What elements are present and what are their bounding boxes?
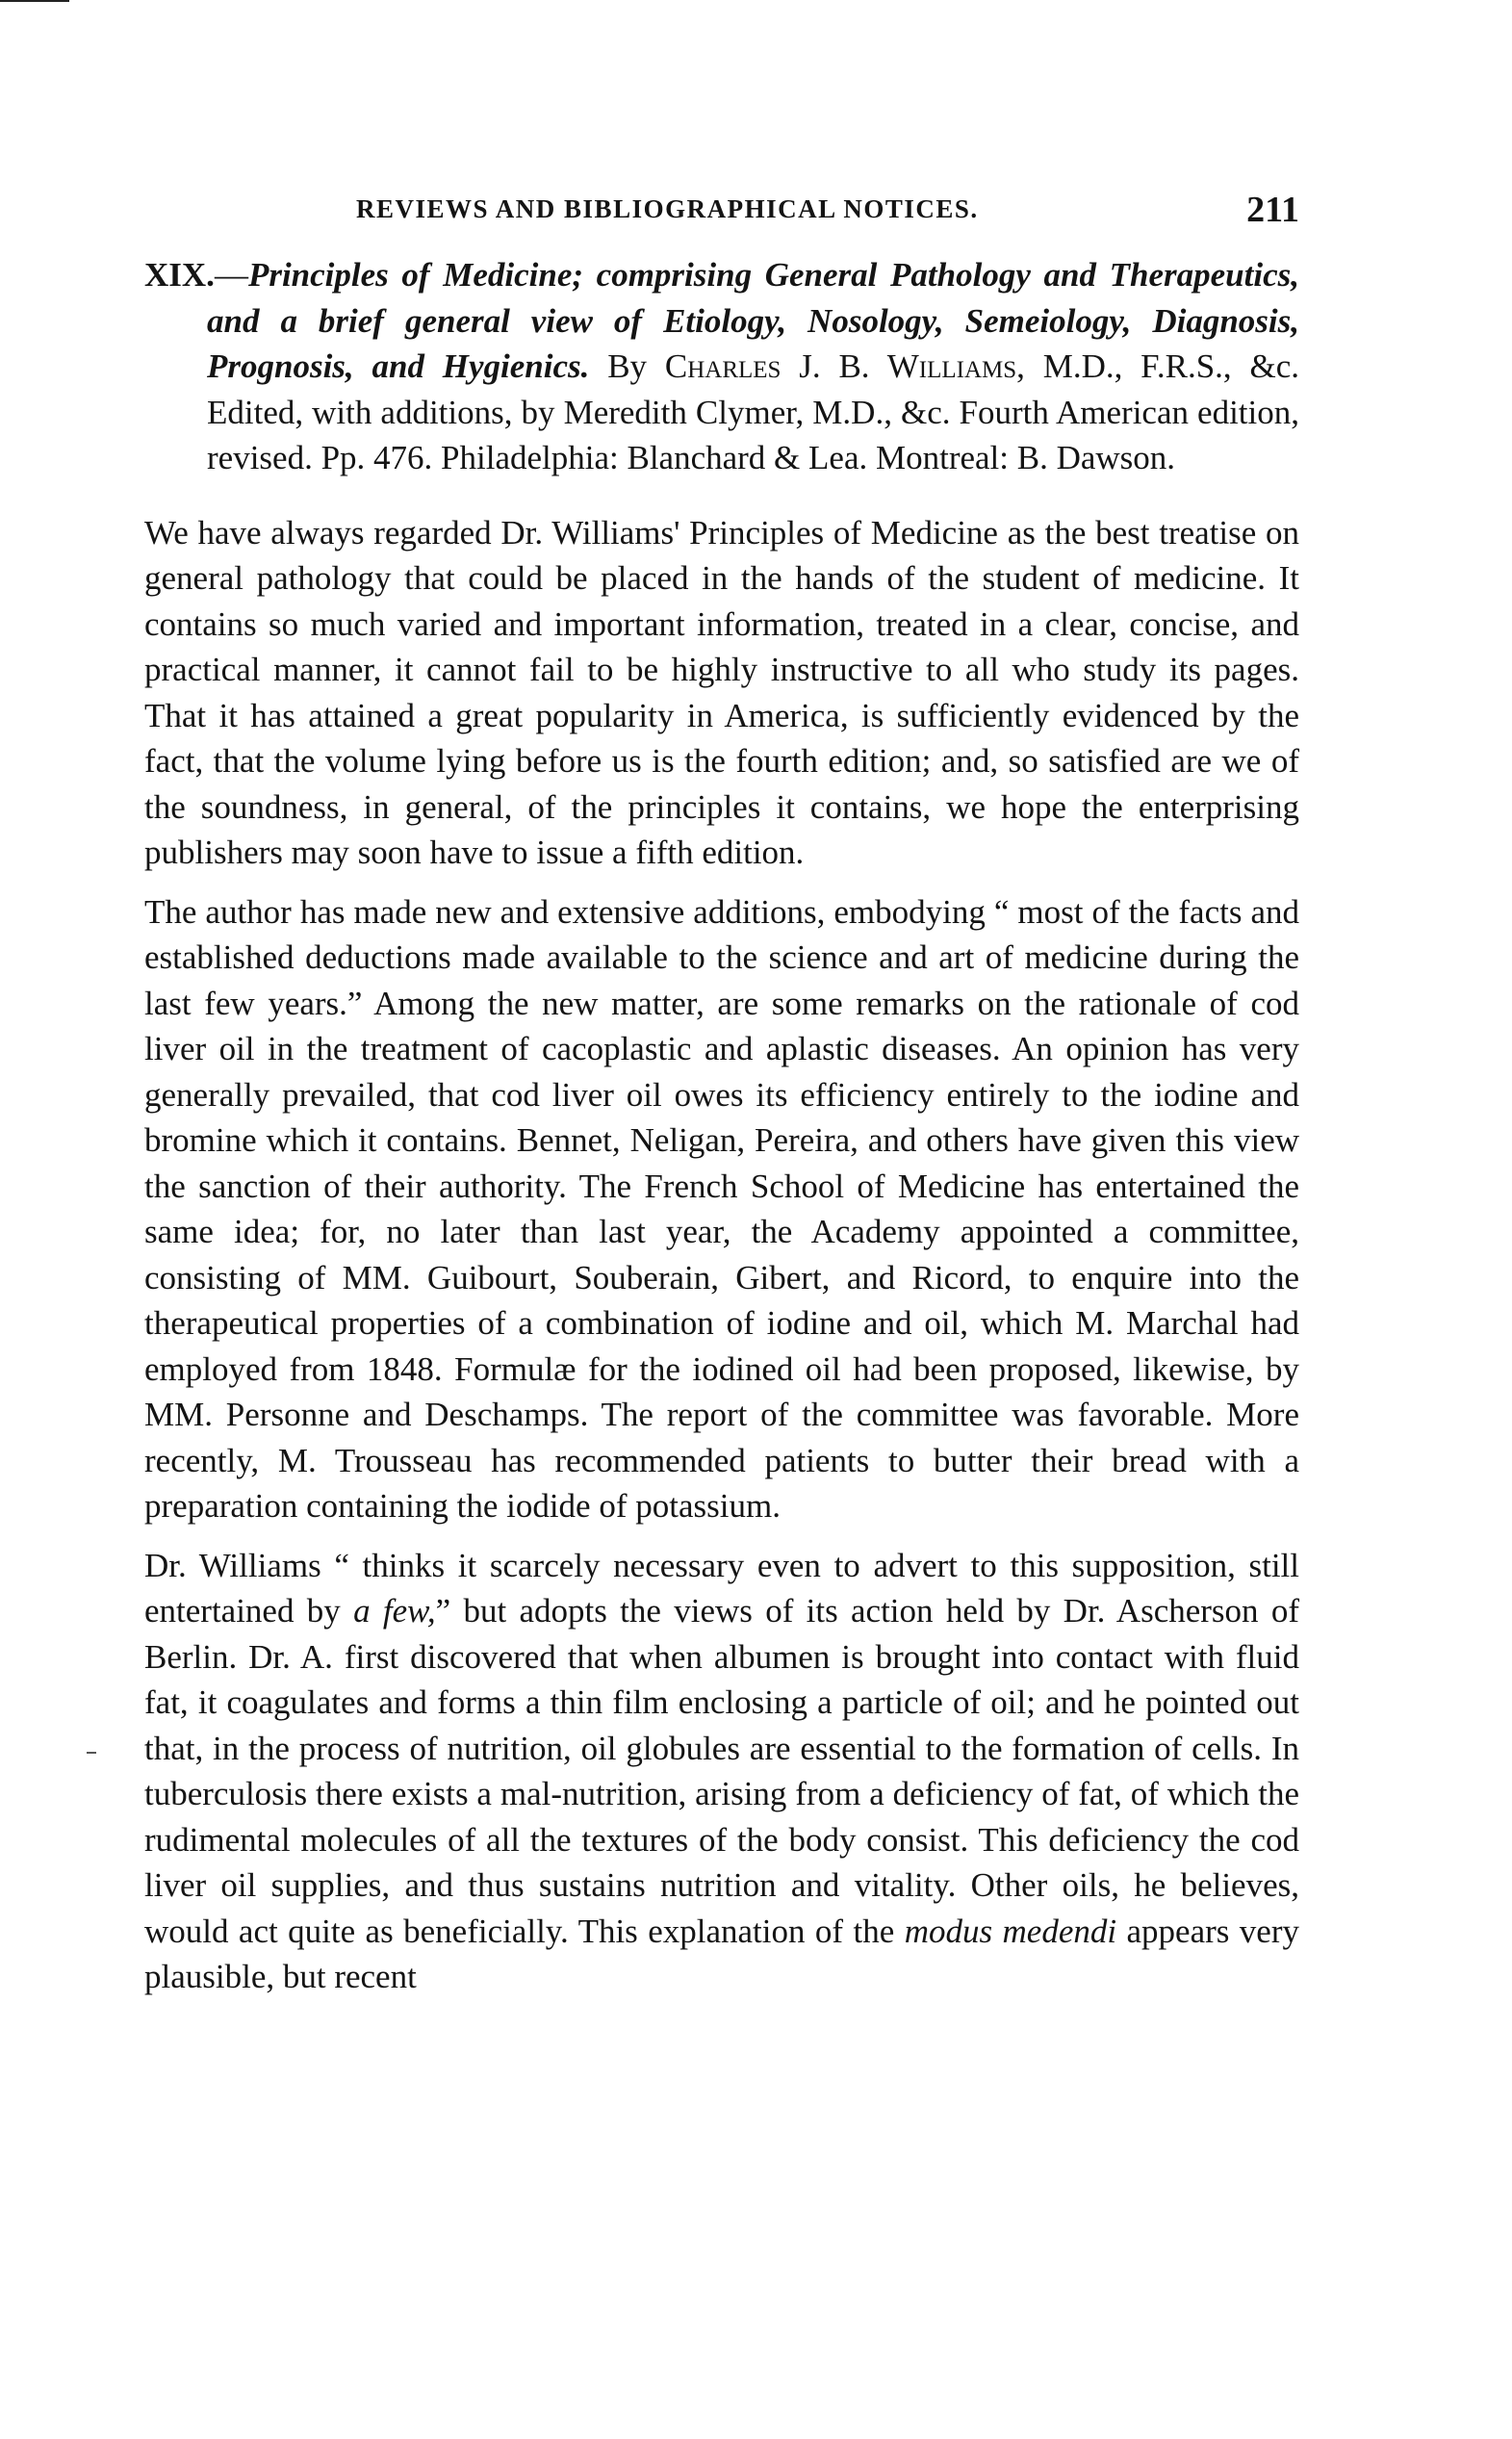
notice-number: XIX.	[144, 256, 215, 294]
article-body	[144, 252, 1299, 2014]
page-header	[144, 190, 1299, 239]
page-number: 211	[1246, 190, 1299, 230]
notice-author: Charles J. B. Williams	[664, 347, 1017, 385]
paragraph-2: The author has made new and extensive additions, embodying “ most of the facts and established deductions made available to the science and art of medicine during the last few years.” Among the new matter, are some remarks on the rationale of cod liver oil in the treatment of cacoplastic and aplastic diseases. An opinion has very generally prevailed, that cod liver oil owes its efficiency entirely to the iodine and bromine which it contains. Bennet, Neligan, Pereira, and others have given this view the sanction of their authority. The French School of Medicine has entertained the same idea; for, no later than last year, the Academy appointed a committee, consisting of MM. Guibourt, Souberain, Gibert, and Ricord, to enquire into the therapeutical properties of a combination of iodine and oil, which M. Marchal had employed from 1848. Formulæ for the iodined oil had been proposed, likewise, by MM. Personne and Deschamps. The report of the committee was favorable. More recently, M. Trousseau has recommended patients to butter their bread with a preparation containing the iodide of potassium.	[144, 892, 1299, 1525]
notice-by: By	[589, 347, 665, 385]
paragraph-3-tail: appears very plausible, but recent	[144, 1912, 1299, 1995]
notice-heading	[144, 252, 1299, 481]
running-head: REVIEWS AND BIBLIOGRAPHICAL NOTICES.	[356, 194, 979, 223]
stray-mark	[87, 1752, 96, 1754]
notice-title: Principles of Medicine; comprising General Pathology and Therapeutics, and a brief general view of Etiology, Nosology, Semeiology, Diagnosis, Prognosis, and Hygienics.	[207, 256, 1299, 385]
notice-details: , M.D., F.R.S., &c. Edited, with additions, by Meredith Clymer, M.D., &c. Fourth American edition, revised. Pp. 476. Philadelphia: Blanchard & Lea. Montreal: B. Dawson.	[207, 347, 1299, 476]
paragraph-3-start: Dr. Williams “ thinks it scarcely necessary even to advert to this supposition, still entertained by	[144, 1546, 1299, 1630]
notice-dash: —	[214, 256, 248, 294]
corner-rule	[0, 0, 69, 2]
paragraph-3-italic-2: modus medendi	[904, 1912, 1117, 1950]
paragraph-3-italic: a few,	[353, 1592, 436, 1630]
paragraph-3-middle: ” but adopts the views of its action held by Dr. Ascherson of Berlin. Dr. A. first discovered that when albumen is brought into contact with fluid fat, it coagulates and forms a thin film enclosing a particle of oil; and he pointed out that, in the process of nutrition, oil globules are essential to the formation of cells. In tuberculosis there exists a mal-nutrition, arising from a deficiency of fat, of which the rudimental molecules of all the textures of the body consist. This deficiency the cod liver oil supplies, and thus sustains nutrition and vitality. Other oils, he believes, would act quite as beneficially. This explanation of the	[144, 1592, 1299, 1950]
paragraph-3	[144, 1543, 1299, 2000]
paragraph-1: We have always regarded Dr. Williams' Principles of Medicine as the best treatise on general pathology that could be placed in the hands of the student of medicine. It contains so much varied and important information, treated in a clear, concise, and practical manner, it cannot fail to be highly instructive to all who study its pages. That it has attained a great popularity in America, is sufficiently evidenced by the fact, that the volume lying before us is the fourth edition; and, so satisfied are we of the soundness, in general, of the principles it contains, we hope the enterprising publishers may soon have to issue a fifth edition.	[144, 513, 1299, 871]
